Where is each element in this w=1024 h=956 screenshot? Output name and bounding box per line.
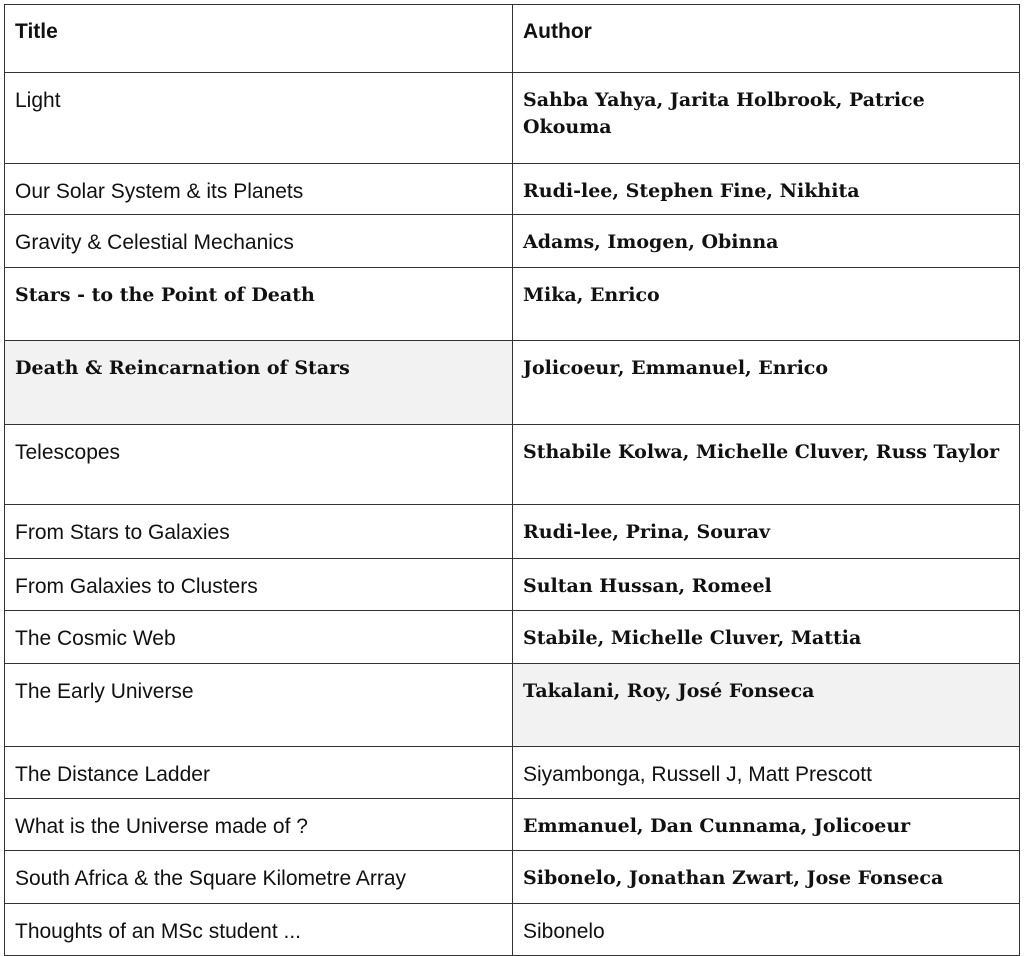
table-row <box>5 164 1020 215</box>
table-row <box>5 268 1020 341</box>
title-column-header: Title <box>5 5 513 73</box>
table-row <box>5 611 1020 664</box>
author-cell: Emmanuel, Dan Cunnama, Jolicoeur <box>513 799 1020 851</box>
title-cell: From Stars to Galaxies <box>5 505 513 559</box>
header-row <box>5 5 1020 73</box>
author-cell: Siyambonga, Russell J, Matt Prescott <box>513 747 1020 799</box>
title-cell: South Africa & the Square Kilometre Array <box>5 851 513 904</box>
table-row <box>5 341 1020 425</box>
title-cell: Death & Reincarnation of Stars <box>5 341 513 425</box>
title-cell: Gravity & Celestial Mechanics <box>5 215 513 268</box>
table-row <box>5 425 1020 505</box>
author-column-header: Author <box>513 5 1020 73</box>
author-cell: Adams, Imogen, Obinna <box>513 215 1020 268</box>
title-cell: Our Solar System & its Planets <box>5 164 513 215</box>
table-row <box>5 664 1020 747</box>
author-cell: Sibonelo, Jonathan Zwart, Jose Fonseca <box>513 851 1020 904</box>
title-cell: The Distance Ladder <box>5 747 513 799</box>
author-cell: Sthabile Kolwa, Michelle Cluver, Russ Taylor <box>513 425 1020 505</box>
title-cell: Light <box>5 73 513 164</box>
table-row <box>5 559 1020 611</box>
title-cell: The Cosmic Web <box>5 611 513 664</box>
table-row <box>5 799 1020 851</box>
author-cell: Jolicoeur, Emmanuel, Enrico <box>513 341 1020 425</box>
table-row <box>5 215 1020 268</box>
author-cell: Takalani, Roy, José Fonseca <box>513 664 1020 747</box>
table-row <box>5 851 1020 904</box>
table-row <box>5 73 1020 164</box>
author-cell: Stabile, Michelle Cluver, Mattia <box>513 611 1020 664</box>
title-cell: Thoughts of an MSc student ... <box>5 904 513 956</box>
talks-table <box>4 4 1020 956</box>
title-cell: The Early Universe <box>5 664 513 747</box>
title-cell: Telescopes <box>5 425 513 505</box>
author-cell: Rudi-lee, Prina, Sourav <box>513 505 1020 559</box>
table-row <box>5 505 1020 559</box>
author-cell: Mika, Enrico <box>513 268 1020 341</box>
author-cell: Sultan Hussan, Romeel <box>513 559 1020 611</box>
title-cell: From Galaxies to Clusters <box>5 559 513 611</box>
author-cell: Rudi-lee, Stephen Fine, Nikhita <box>513 164 1020 215</box>
author-cell: Sahba Yahya, Jarita Holbrook, Patrice Okouma <box>513 73 1020 164</box>
author-cell: Sibonelo <box>513 904 1020 956</box>
table-row <box>5 747 1020 799</box>
title-cell: Stars - to the Point of Death <box>5 268 513 341</box>
title-cell: What is the Universe made of ? <box>5 799 513 851</box>
table-row <box>5 904 1020 956</box>
